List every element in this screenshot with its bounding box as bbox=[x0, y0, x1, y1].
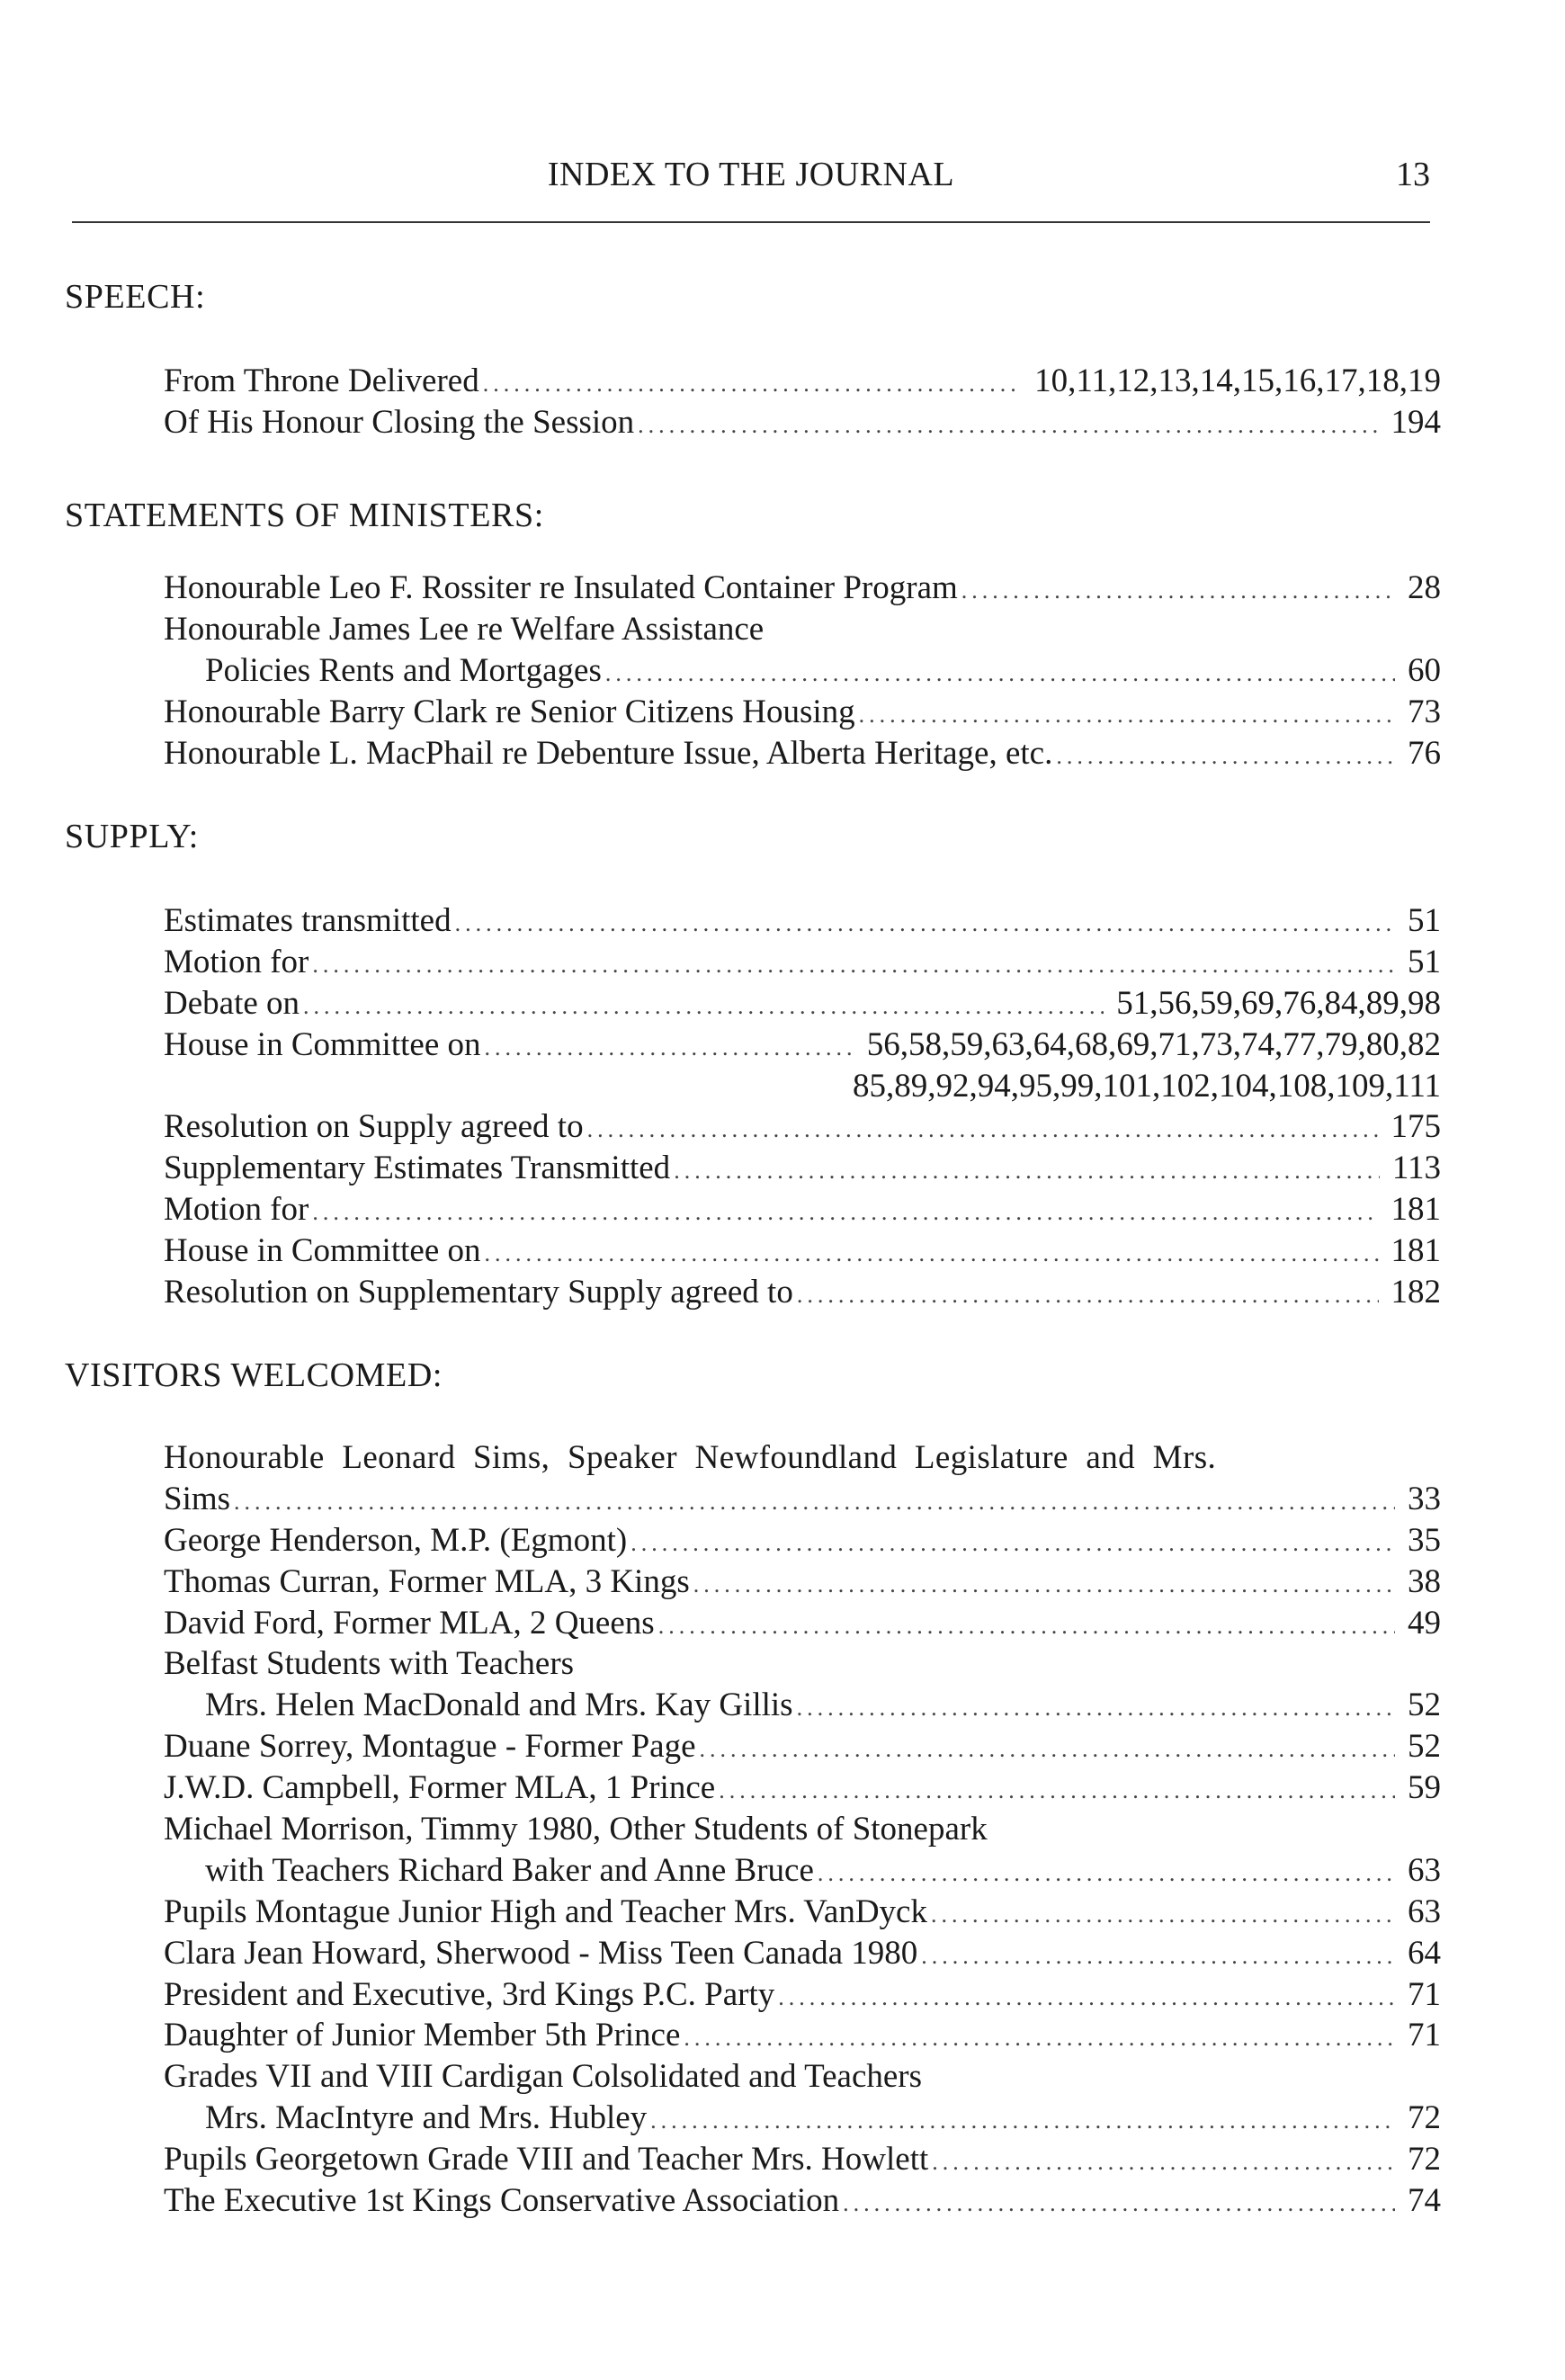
index-entry: Debate on ..... 51,56,59,69,76,84,89,98 bbox=[164, 983, 1441, 1024]
index-entry: Daughter of Junior Member 5th Prince ..... 71 bbox=[164, 2015, 1441, 2056]
page-title: INDEX TO THE JOURNAL bbox=[547, 156, 955, 193]
section-heading-statements-of-ministers: STATEMENTS OF MINISTERS: bbox=[65, 497, 544, 534]
index-entry: Of His Honour Closing the Session ..... 194 bbox=[164, 402, 1441, 443]
index-entry: Honourable Barry Clark re Senior Citizens Housing ..... 73 bbox=[164, 692, 1441, 733]
index-entry: Supplementary Estimates Transmitted ..... 113 bbox=[164, 1148, 1441, 1189]
index-entry: Honourable James Lee re Welfare Assistance bbox=[164, 610, 765, 648]
index-entry: Motion for ..... 51 bbox=[164, 942, 1441, 983]
index-entry: Mrs. MacIntyre and Mrs. Hubley ..... 72 bbox=[164, 2098, 1441, 2139]
index-entry: David Ford, Former MLA, 2 Queens ..... 49 bbox=[164, 1603, 1441, 1644]
index-entry: George Henderson, M.P. (Egmont) ..... 35 bbox=[164, 1520, 1441, 1561]
index-entry: Michael Morrison, Timmy 1980, Other Students of Stonepark bbox=[164, 1811, 988, 1848]
index-entry: J.W.D. Campbell, Former MLA, 1 Prince ..... 59 bbox=[164, 1767, 1441, 1809]
index-entry: Thomas Curran, Former MLA, 3 Kings ..... 38 bbox=[164, 1561, 1441, 1603]
index-entry: House in Committee on ..... 56,58,59,63,64,68,69,71,73,74,77,79,80,82 bbox=[164, 1024, 1441, 1066]
running-head bbox=[72, 151, 1430, 198]
index-entry: Policies Rents and Mortgages ..... 60 bbox=[164, 650, 1441, 692]
page-number: 13 bbox=[1396, 156, 1430, 193]
section-entries-speech bbox=[164, 361, 1441, 443]
index-entry: Resolution on Supplementary Supply agreed to ..... 182 bbox=[164, 1272, 1441, 1313]
section-entries-statements-of-ministers bbox=[164, 568, 1441, 774]
section-entries-supply bbox=[164, 900, 1441, 1313]
index-entry: Duane Sorrey, Montague - Former Page ..... 52 bbox=[164, 1726, 1441, 1767]
index-entry: Honourable Leonard Sims, Speaker Newfoundland Legislature and Mrs. bbox=[164, 1439, 1217, 1476]
index-entry: Resolution on Supply agreed to ..... 175 bbox=[164, 1106, 1441, 1148]
index-entry: Honourable L. MacPhail re Debenture Issue, Alberta Heritage, etc. ..... 76 bbox=[164, 733, 1441, 774]
header-rule bbox=[72, 221, 1430, 223]
index-entry: President and Executive, 3rd Kings P.C. Party ..... 71 bbox=[164, 1974, 1441, 2016]
index-entry: Belfast Students with Teachers bbox=[164, 1645, 575, 1683]
index-entry: Estimates transmitted ..... 51 bbox=[164, 900, 1441, 942]
index-entry: with Teachers Richard Baker and Anne Bruce ..... 63 bbox=[164, 1850, 1441, 1892]
index-entry: Grades VII and VIII Cardigan Colsolidated and Teachers bbox=[164, 2058, 923, 2096]
section-entries-visitors-welcomed bbox=[164, 1437, 1441, 2222]
index-entry: Clara Jean Howard, Sherwood - Miss Teen Canada 1980 ..... 64 bbox=[164, 1933, 1441, 1974]
index-entry: Mrs. Helen MacDonald and Mrs. Kay Gillis ..... 52 bbox=[164, 1685, 1441, 1726]
index-entry: Pupils Georgetown Grade VIII and Teacher Mrs. Howlett ..... 72 bbox=[164, 2139, 1441, 2180]
section-heading-speech: SPEECH: bbox=[65, 278, 206, 316]
index-entry-continuation: 85,89,92,94,95,99,101,102,104,108,109,111 bbox=[852, 1067, 1441, 1105]
index-entry: Motion for ..... 181 bbox=[164, 1189, 1441, 1230]
section-heading-supply: SUPPLY: bbox=[65, 818, 199, 855]
section-heading-visitors-welcomed: VISITORS WELCOMED: bbox=[65, 1356, 443, 1394]
index-entry: Sims ..... 33 bbox=[164, 1479, 1441, 1520]
index-entry: Honourable Leo F. Rossiter re Insulated Container Program ..... 28 bbox=[164, 568, 1441, 609]
index-entry: Pupils Montague Junior High and Teacher Mrs. VanDyck ..... 63 bbox=[164, 1892, 1441, 1933]
index-entry: The Executive 1st Kings Conservative Association ..... 74 bbox=[164, 2180, 1441, 2222]
index-entry: House in Committee on ..... 181 bbox=[164, 1230, 1441, 1272]
index-entry: From Throne Delivered ..... 10,11,12,13,14,15,16,17,18,19 bbox=[164, 361, 1441, 402]
